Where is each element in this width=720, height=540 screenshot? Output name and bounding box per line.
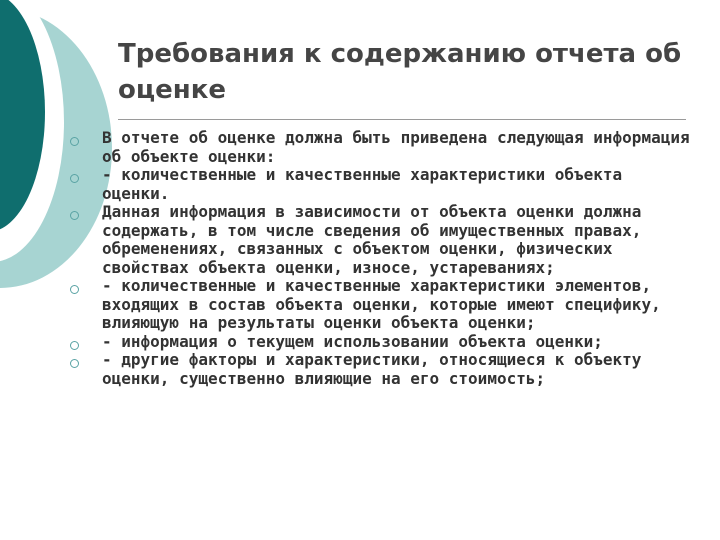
hollow-circle-icon — [70, 359, 79, 368]
hollow-circle-icon — [70, 285, 79, 294]
bullet-list — [70, 129, 695, 388]
title-divider — [118, 119, 686, 120]
list-item — [70, 203, 695, 277]
hollow-circle-icon — [70, 174, 79, 183]
list-item-text: Данная информация в зависимости от объекта оценки должна содержать, в том числе сведения об имущественных правах, обременениях, связанных с объектом оценки, физических свойствах объекта оценки, износе, устареваниях; — [102, 202, 642, 277]
list-item — [70, 129, 695, 166]
hollow-circle-icon — [70, 211, 79, 220]
list-item — [70, 277, 695, 333]
list-item-text: - количественные и качественные характеристики элементов, входящих в состав объекта оценки, которые имеют специфику, влияющую на результаты оценки объекта оценки; — [102, 276, 661, 332]
list-item — [70, 333, 695, 352]
hollow-circle-icon — [70, 137, 79, 146]
slide-title: Требования к содержанию отчета об оценке — [118, 39, 682, 105]
list-item-text: В отчете об оценке должна быть приведена следующая информация об объекте оценки: — [102, 128, 690, 166]
list-item-text: - информация о текущем использовании объекта оценки; — [102, 331, 603, 351]
list-item — [70, 166, 695, 203]
list-item-text: - количественные и качественные характеристики объекта оценки. — [102, 165, 623, 203]
list-item — [70, 351, 695, 388]
hollow-circle-icon — [70, 341, 79, 350]
list-item-text: - другие факторы и характеристики, относящиеся к объекту оценки, существенно влияющие на его стоимость; — [102, 350, 642, 388]
